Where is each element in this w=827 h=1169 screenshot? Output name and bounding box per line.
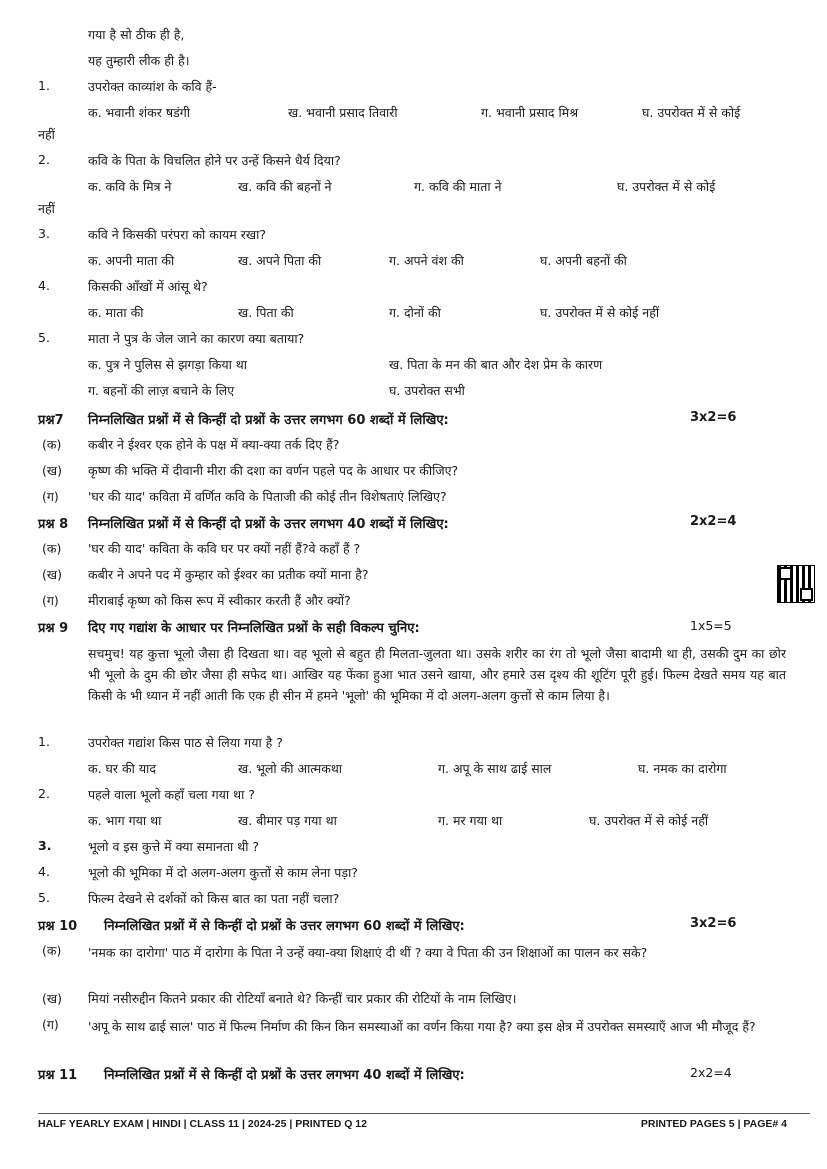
- question-number: 3.: [38, 838, 52, 853]
- question-text: उपरोक्त गद्यांश किस पाठ से लिया गया है ?: [88, 735, 283, 750]
- section-title: दिए गए गद्यांश के आधार पर निम्नलिखित प्रश्नों के सही विकल्प चुनिए:: [88, 621, 420, 636]
- question-number: 4.: [38, 864, 50, 879]
- option: घ. अपनी बहनों की: [540, 253, 627, 268]
- option: क. भाग गया था: [88, 813, 162, 828]
- section-marks: 3x2=6: [690, 916, 737, 931]
- option: क. घर की याद: [88, 761, 156, 776]
- question-number: 2.: [38, 152, 50, 167]
- question-text: भूलो की भूमिका में दो अलग-अलग कुत्तों से काम लेना पड़ा?: [88, 865, 358, 880]
- question-text: भूलो व इस कुत्ते में क्या समानता थी ?: [88, 839, 260, 854]
- sub-question: कबीर ने ईश्वर एक होने के पक्ष में क्या-क्या तर्क दिए हैं?: [88, 437, 340, 452]
- question-number: 2.: [38, 786, 50, 801]
- sub-label: (क): [42, 437, 62, 452]
- sub-question: मीराबाई कृष्ण को किस रूप में स्वीकार करती हैं और क्यों?: [88, 593, 351, 608]
- option: ख. बीमार पड़ गया था: [238, 813, 337, 828]
- question-text: किसकी आँखों में आंसू थे?: [88, 279, 208, 294]
- section-marks: 2x2=4: [690, 1065, 732, 1080]
- sub-label: (ग): [42, 1017, 59, 1032]
- question-number: 5.: [38, 330, 50, 345]
- question-text: कवि ने किसकी परंपरा को कायम रखा?: [88, 227, 266, 242]
- section-title: निम्नलिखित प्रश्नों में से किन्हीं दो प्रश्नों के उत्तर लगभग 40 शब्दों में लिखिए:: [104, 1068, 465, 1083]
- option: ख. कवि की बहनों ने: [238, 179, 332, 194]
- section-marks: 2x2=4: [690, 514, 737, 529]
- option: ग. भवानी प्रसाद मिश्र: [481, 105, 579, 120]
- option: घ. उपरोक्त में से कोई नहीं: [589, 813, 709, 828]
- sub-label: (ख): [42, 991, 62, 1006]
- option-wrap: नहीं: [38, 127, 55, 142]
- question-number: 3.: [38, 226, 50, 241]
- option: ख. भवानी प्रसाद तिवारी: [288, 105, 398, 120]
- passage: सचमुच! यह कुत्ता भूलो जैसा ही दिखता था। वह भूलो से बहुत ही मिलता-जुलता था। उसके शरीर का रंग तो भूलो जैसा बादामी था ही, उसकी दुम का छोर भी भूलो के दुम की छोर जैसा ही सफेद था। आखिर यह फेंका हुआ भात उसने खाया, और हमारे उस दृश्य की शूटिंग पूरी हुई। फिल्म देखते समय यह बात किसी के भी ध्यान में नहीं आती कि एक ही सीन में हमने 'भूलो' की भूमिका में दो अलग-अलग कुत्तों से काम लिया है।: [88, 646, 786, 703]
- question-text: फिल्म देखने से दर्शकों को किस बात का पता नहीं चला?: [88, 891, 340, 906]
- option: घ. उपरोक्त में से कोई: [617, 179, 716, 194]
- section-label: प्रश्न 11: [38, 1068, 78, 1083]
- section-label: प्रश्न7: [38, 413, 64, 428]
- option: क. भवानी शंकर षडंगी: [88, 105, 191, 120]
- sub-label: (क): [42, 541, 62, 556]
- sub-label: (ग): [42, 593, 59, 608]
- option: ग. दोनों की: [389, 305, 441, 320]
- option: क. पुत्र ने पुलिस से झगड़ा किया था: [88, 357, 248, 372]
- sub-question: कृष्ण की भक्ति में दीवानी मीरा की दशा का वर्णन पहले पद के आधार पर कीजिए?: [88, 463, 459, 478]
- section-marks: 1x5=5: [690, 618, 732, 633]
- option: ग. कवि की माता ने: [414, 179, 502, 194]
- question-text: माता ने पुत्र के जेल जाने का कारण क्या बताया?: [88, 331, 305, 346]
- option: ख. पिता की: [238, 305, 294, 320]
- section-title: निम्नलिखित प्रश्नों में से किन्हीं दो प्रश्नों के उत्तर लगभग 40 शब्दों में लिखिए:: [88, 517, 449, 532]
- option: ख. अपने पिता की: [238, 253, 322, 268]
- option: क. कवि के मित्र ने: [88, 179, 172, 194]
- question-number: 4.: [38, 278, 50, 293]
- option: ख. पिता के मन की बात और देश प्रेम के कारण: [389, 357, 603, 372]
- sub-question: 'अपू के साथ ढाई साल' पाठ में फिल्म निर्माण की किन किन समस्याओं का वर्णन किया गया है? क्या इस क्षेत्र में उपरोक्त समस्याएँ आज भी मौजूद हैं?: [88, 1019, 756, 1034]
- poem-line: गया है सो ठीक ही है,: [88, 27, 185, 42]
- section-label: प्रश्न 8: [38, 517, 69, 532]
- option: क. माता की: [88, 305, 144, 320]
- question-number: 1.: [38, 78, 50, 93]
- sub-label: (ग): [42, 489, 59, 504]
- poem-line: यह तुम्हारी लीक ही है।: [88, 53, 190, 68]
- section-label: प्रश्न 9: [38, 621, 69, 636]
- option: ग. अपने वंश की: [389, 253, 464, 268]
- sub-question: 'घर की याद' कविता में वर्णित कवि के पिताजी की कोई तीन विशेषताएं लिखिए?: [88, 489, 447, 504]
- qr-code-icon: [777, 565, 815, 603]
- question-text: कवि के पिता के विचलित होने पर उन्हें किसने धैर्य दिया?: [88, 153, 341, 168]
- option: ग. अपू के साथ ढाई साल: [438, 761, 552, 776]
- sub-label: (ख): [42, 463, 62, 478]
- option: घ. उपरोक्त में से कोई नहीं: [540, 305, 660, 320]
- section-marks: 3x2=6: [690, 410, 737, 425]
- sub-label: (क): [42, 943, 62, 958]
- sub-question: 'नमक का दारोगा' पाठ में दारोगा के पिता ने उन्हें क्या-क्या शिक्षाएं दी थीं ? क्या वे पिता की उन शिक्षाओं का पालन कर सके?: [88, 945, 648, 960]
- question-text: उपरोक्त काव्यांश के कवि हैं-: [88, 79, 217, 94]
- question-number: 1.: [38, 734, 50, 749]
- sub-question: मियां नसीरुद्दीन कितने प्रकार की रोटियाँ बनाते थे? किन्हीं चार प्रकार की रोटियों के नाम लिखिए।: [88, 991, 517, 1006]
- footer-right: PRINTED PAGES 5 | PAGE# 4: [640, 1118, 787, 1130]
- section-title: निम्नलिखित प्रश्नों में से किन्हीं दो प्रश्नों के उत्तर लगभग 60 शब्दों में लिखिए:: [104, 919, 465, 934]
- question-number: 5.: [38, 890, 50, 905]
- option: घ. उपरोक्त में से कोई: [642, 105, 741, 120]
- option: क. अपनी माता की: [88, 253, 175, 268]
- footer-left: HALF YEARLY EXAM | HINDI | CLASS 11 | 2024-25 | PRINTED Q 12: [38, 1118, 367, 1130]
- sub-question: कबीर ने अपने पद में कुम्हार को ईश्वर का प्रतीक क्यों माना है?: [88, 567, 369, 582]
- section-title: निम्नलिखित प्रश्नों में से किन्हीं दो प्रश्नों के उत्तर लगभग 60 शब्दों में लिखिए:: [88, 413, 449, 428]
- option: ग. मर गया था: [438, 813, 503, 828]
- question-text: पहले वाला भूलो कहाँ चला गया था ?: [88, 787, 255, 802]
- sub-label: (ख): [42, 567, 62, 582]
- option-wrap: नहीं: [38, 201, 55, 216]
- footer-divider: [38, 1113, 810, 1114]
- option: ग. बहनों की लाज़ बचाने के लिए: [88, 383, 235, 398]
- sub-question: 'घर की याद' कविता के कवि घर पर क्यों नहीं हैं?वे कहाँ हैं ?: [88, 541, 361, 556]
- option: ख. भूलो की आत्मकथा: [238, 761, 343, 776]
- option: घ. उपरोक्त सभी: [389, 383, 465, 398]
- section-label: प्रश्न 10: [38, 919, 78, 934]
- option: घ. नमक का दारोगा: [638, 761, 727, 776]
